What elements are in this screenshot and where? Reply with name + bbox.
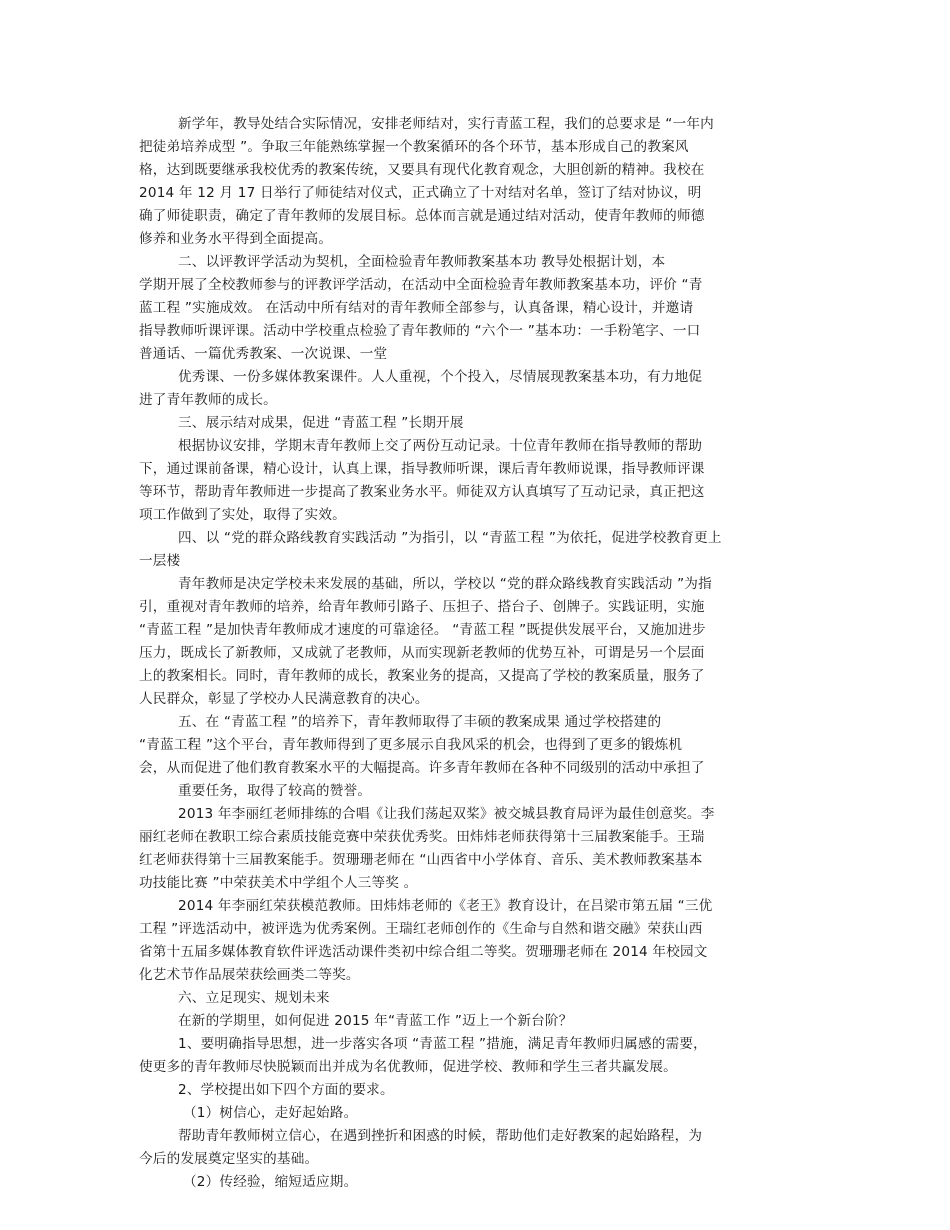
text-line: 丽红老师在教职工综合素质技能竞赛中荣获优秀奖。田炜炜老师获得第十三届教案能手。王瑞 bbox=[139, 829, 705, 845]
text-line: 2、学校提出如下四个方面的要求。 bbox=[178, 1082, 394, 1098]
text-line: 学期开展了全校教师参与的评教评学活动，在活动中全面检验青年教师教案基本功，评价 “青 bbox=[139, 277, 703, 293]
text-line: 优秀课、一份多媒体教案课件。人人重视，个个投入，尽情展现教案基本功，有力地促 bbox=[178, 369, 703, 385]
text-line: “青蓝工程 ”是加快青年教师成才速度的可靠途径。 “青蓝工程 ”既提供发展平台，又施加进步 bbox=[139, 622, 706, 638]
text-line: 等环节，帮助青年教师进一步提高了教案业务水平。师徒双方认真填写了互动记录，真正把这 bbox=[139, 484, 705, 500]
text-line: 新学年，教导处结合实际情况，安排老师结对，实行青蓝工程，我们的总要求是 “一年内 bbox=[178, 116, 714, 132]
text-line: 在新的学期里，如何促进 2015 年“青蓝工作 ”迈上一个新台阶？ bbox=[178, 1013, 573, 1029]
text-line: 工程 ”评选活动中，被评选为优秀案例。王瑞红老师创作的《生命与自然和谐交融》荣获山西 bbox=[139, 921, 703, 937]
section-heading: 二、以评教评学活动为契机，全面检验青年教师教案基本功 教导处根据计划，本 bbox=[178, 254, 666, 270]
section-heading: 三、展示结对成果，促进 “青蓝工程 ”长期开展 bbox=[178, 415, 464, 431]
text-line: 使更多的青年教师尽快脱颖而出并成为名优教师，促进学校、教师和学生三者共赢发展。 bbox=[139, 1059, 677, 1075]
section-heading: 一层楼 bbox=[139, 553, 181, 569]
list-item: （2）传经验，缩短适应期。 bbox=[183, 1174, 358, 1190]
text-line: 引，重视对青年教师的培养，给青年教师引路子、压担子、搭台子、创牌子。实践证明，实施 bbox=[139, 599, 705, 615]
list-item: （1）树信心，走好起始路。 bbox=[183, 1105, 358, 1121]
text-line: 省第十五届多媒体教育软件评选活动课件类初中综合组二等奖。贺珊珊老师在 2014 年校园文 bbox=[139, 944, 708, 960]
text-line: 红老师获得第十三届教案能手。贺珊珊老师在 “山西省中小学体育、音乐、美术教师教案基本 bbox=[139, 852, 703, 868]
text-line: 蓝工程 ”实施成效。 在活动中所有结对的青年教师全部参与，认真备课，精心设计，并邀请 bbox=[139, 300, 694, 316]
text-line: 1、要明确指导思想，进一步落实各项 “青蓝工程 ”措施，满足青年教师归属感的需要， bbox=[178, 1036, 707, 1052]
section-heading: 五、在 “青蓝工程 ”的培养下，青年教师取得了丰硕的教案成果 通过学校搭建的 bbox=[178, 714, 662, 730]
text-line: 普通话、一篇优秀教案、一次说课、一堂 bbox=[139, 346, 388, 362]
text-line: 2013 年李丽红老师排练的合唱《让我们荡起双桨》被交城县教育局评为最佳创意奖。李 bbox=[178, 806, 715, 822]
text-line: 青年教师是决定学校未来发展的基础，所以，学校以 “党的群众路线教育实践活动 ”为指 bbox=[178, 576, 712, 592]
text-line: 帮助青年教师树立信心，在遇到挫折和困惑的时候，帮助他们走好教案的起始路程，为 bbox=[178, 1128, 703, 1144]
text-line: 根据协议安排，学期末青年教师上交了两份互动记录。十位青年教师在指导教师的帮助 bbox=[178, 438, 703, 454]
text-line: 化艺术节作品展荣获绘画类二等奖。 bbox=[139, 967, 360, 983]
text-line: 会，从而促进了他们教育教案水平的大幅提高。许多青年教师在各种不同级别的活动中承担了 bbox=[139, 760, 705, 776]
text-line: “青蓝工程 ”这个平台，青年教师得到了更多展示自我风采的机会，也得到了更多的锻炼机 bbox=[139, 737, 683, 753]
text-line: 把徒弟培养成型 ”。争取三年能熟练掌握一个教案循环的各个环节，基本形成自己的教案风 bbox=[139, 139, 689, 155]
section-heading: 四、以 “党的群众路线教育实践活动 ”为指引，以 “青蓝工程 ”为依托，促进学校教育更上 bbox=[178, 530, 722, 546]
text-line: 项工作做到了实处，取得了实效。 bbox=[139, 507, 346, 523]
text-line: 上的教案相长。同时，青年教师的成长，教案业务的提高，又提高了学校的教案质量，服务了 bbox=[139, 668, 705, 684]
text-line: 确了师徒职责，确定了青年教师的发展目标。总体而言就是通过结对活动，使青年教师的师德 bbox=[139, 208, 705, 224]
text-line: 进了青年教师的成长。 bbox=[139, 392, 277, 408]
text-line: 压力，既成长了新教师，又成就了老教师，从而实现新老教师的优势互补，可谓是另一个层面 bbox=[139, 645, 705, 661]
text-line: 今后的发展奠定坚实的基础。 bbox=[139, 1151, 319, 1167]
text-line: 格，达到既要继承我校优秀的教案传统，又要具有现代化教育观念，大胆创新的精神。我校在 bbox=[139, 162, 705, 178]
text-line: 修养和业务水平得到全面提高。 bbox=[139, 231, 333, 247]
section-heading: 六、立足现实、规划未来 bbox=[178, 990, 330, 1006]
text-line: 2014 年李丽红荣获模范教师。田炜炜老师的《老王》教育设计，在吕梁市第五届 “三优 bbox=[178, 898, 713, 914]
text-line: 指导教师听课评课。活动中学校重点检验了青年教师的 “六个一 ”基本功：一手粉笔字、一口 bbox=[139, 323, 701, 339]
text-line: 下，通过课前备课，精心设计，认真上课，指导教师听课，课后青年教师说课，指导教师评课 bbox=[139, 461, 705, 477]
text-line: 人民群众，彰显了学校办人民满意教育的决心。 bbox=[139, 691, 429, 707]
text-line: 功技能比赛 ”中荣获美术中学组个人三等奖 。 bbox=[139, 875, 418, 891]
text-line: 2014 年 12 月 17 日举行了师徒结对仪式，正式确立了十对结对名单，签订了结对协议，明 bbox=[139, 185, 702, 201]
text-line: 重要任务，取得了较高的赞誉。 bbox=[178, 783, 372, 799]
